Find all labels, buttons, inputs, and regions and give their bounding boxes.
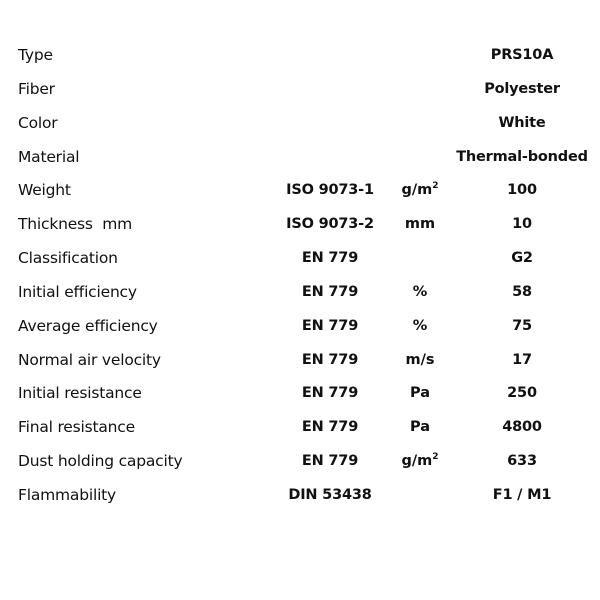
row-label: Type [18, 46, 53, 64]
row-standard: ISO 9073-2 [286, 216, 374, 233]
spec-row-thickness [0, 208, 600, 242]
unit-superscript: 2 [432, 452, 439, 463]
spec-table [0, 39, 600, 513]
spec-row-final-resistance [0, 411, 600, 445]
row-standard: EN 779 [301, 385, 359, 402]
row-value: 75 [512, 317, 532, 334]
row-value: 17 [512, 351, 532, 368]
spec-row-average-efficiency [0, 310, 600, 344]
row-value: G2 [511, 250, 533, 267]
row-value: PRS10A [490, 47, 554, 63]
row-label: Average efficiency [18, 316, 158, 335]
row-value: 58 [512, 283, 532, 300]
row-value: Thermal-bonded [456, 148, 588, 165]
row-label: Thickness mm [18, 215, 133, 234]
row-standard: EN 779 [301, 283, 359, 300]
row-label: Initial resistance [18, 384, 142, 403]
row-label: Color [18, 113, 58, 132]
spec-row-initial-efficiency [0, 276, 600, 310]
unit-base: g/m [401, 453, 433, 470]
spec-row-air-velocity [0, 344, 600, 378]
row-label: Flammability [18, 485, 117, 504]
row-value: 100 [507, 182, 537, 199]
row-label: Fiber [18, 79, 55, 98]
row-label: Weight [18, 181, 71, 200]
spec-row-initial-resistance [0, 377, 600, 411]
row-value: 633 [507, 453, 537, 470]
row-unit: Pa [409, 385, 431, 402]
row-label: Normal air velocity [18, 350, 161, 369]
row-unit [401, 445, 438, 479]
spec-row-material [0, 141, 600, 175]
row-unit: mm [404, 216, 436, 233]
row-standard: EN 779 [301, 453, 359, 470]
row-unit: m/s [405, 351, 435, 368]
row-standard: DIN 53438 [288, 486, 372, 503]
row-value: 10 [512, 216, 532, 233]
row-value: 4800 [502, 419, 542, 436]
row-unit [401, 174, 438, 208]
row-label: Initial efficiency [18, 282, 137, 301]
row-standard: EN 779 [301, 419, 359, 436]
row-value: F1 / M1 [492, 486, 552, 503]
row-standard: EN 779 [301, 351, 359, 368]
row-label: Material [18, 147, 80, 166]
spec-row-classification [0, 242, 600, 276]
unit-base: g/m [401, 182, 433, 199]
spec-row-color [0, 107, 600, 141]
row-label: Final resistance [18, 418, 135, 437]
unit-superscript: 2 [432, 181, 439, 192]
row-value: White [498, 114, 546, 131]
row-value: 250 [507, 385, 537, 402]
row-label: Classification [18, 249, 118, 268]
row-unit: Pa [409, 419, 431, 436]
row-standard: EN 779 [301, 317, 359, 334]
spec-row-dust-holding [0, 445, 600, 479]
row-label: Dust holding capacity [18, 452, 183, 471]
spec-row-type [0, 39, 600, 73]
row-standard: EN 779 [301, 250, 359, 267]
row-unit: % [412, 317, 428, 334]
spec-row-flammability [0, 479, 600, 513]
row-standard: ISO 9073-1 [286, 182, 374, 199]
row-value: Polyester [484, 80, 560, 97]
row-unit: % [412, 283, 428, 300]
spec-row-weight [0, 174, 600, 208]
spec-row-fiber [0, 73, 600, 107]
